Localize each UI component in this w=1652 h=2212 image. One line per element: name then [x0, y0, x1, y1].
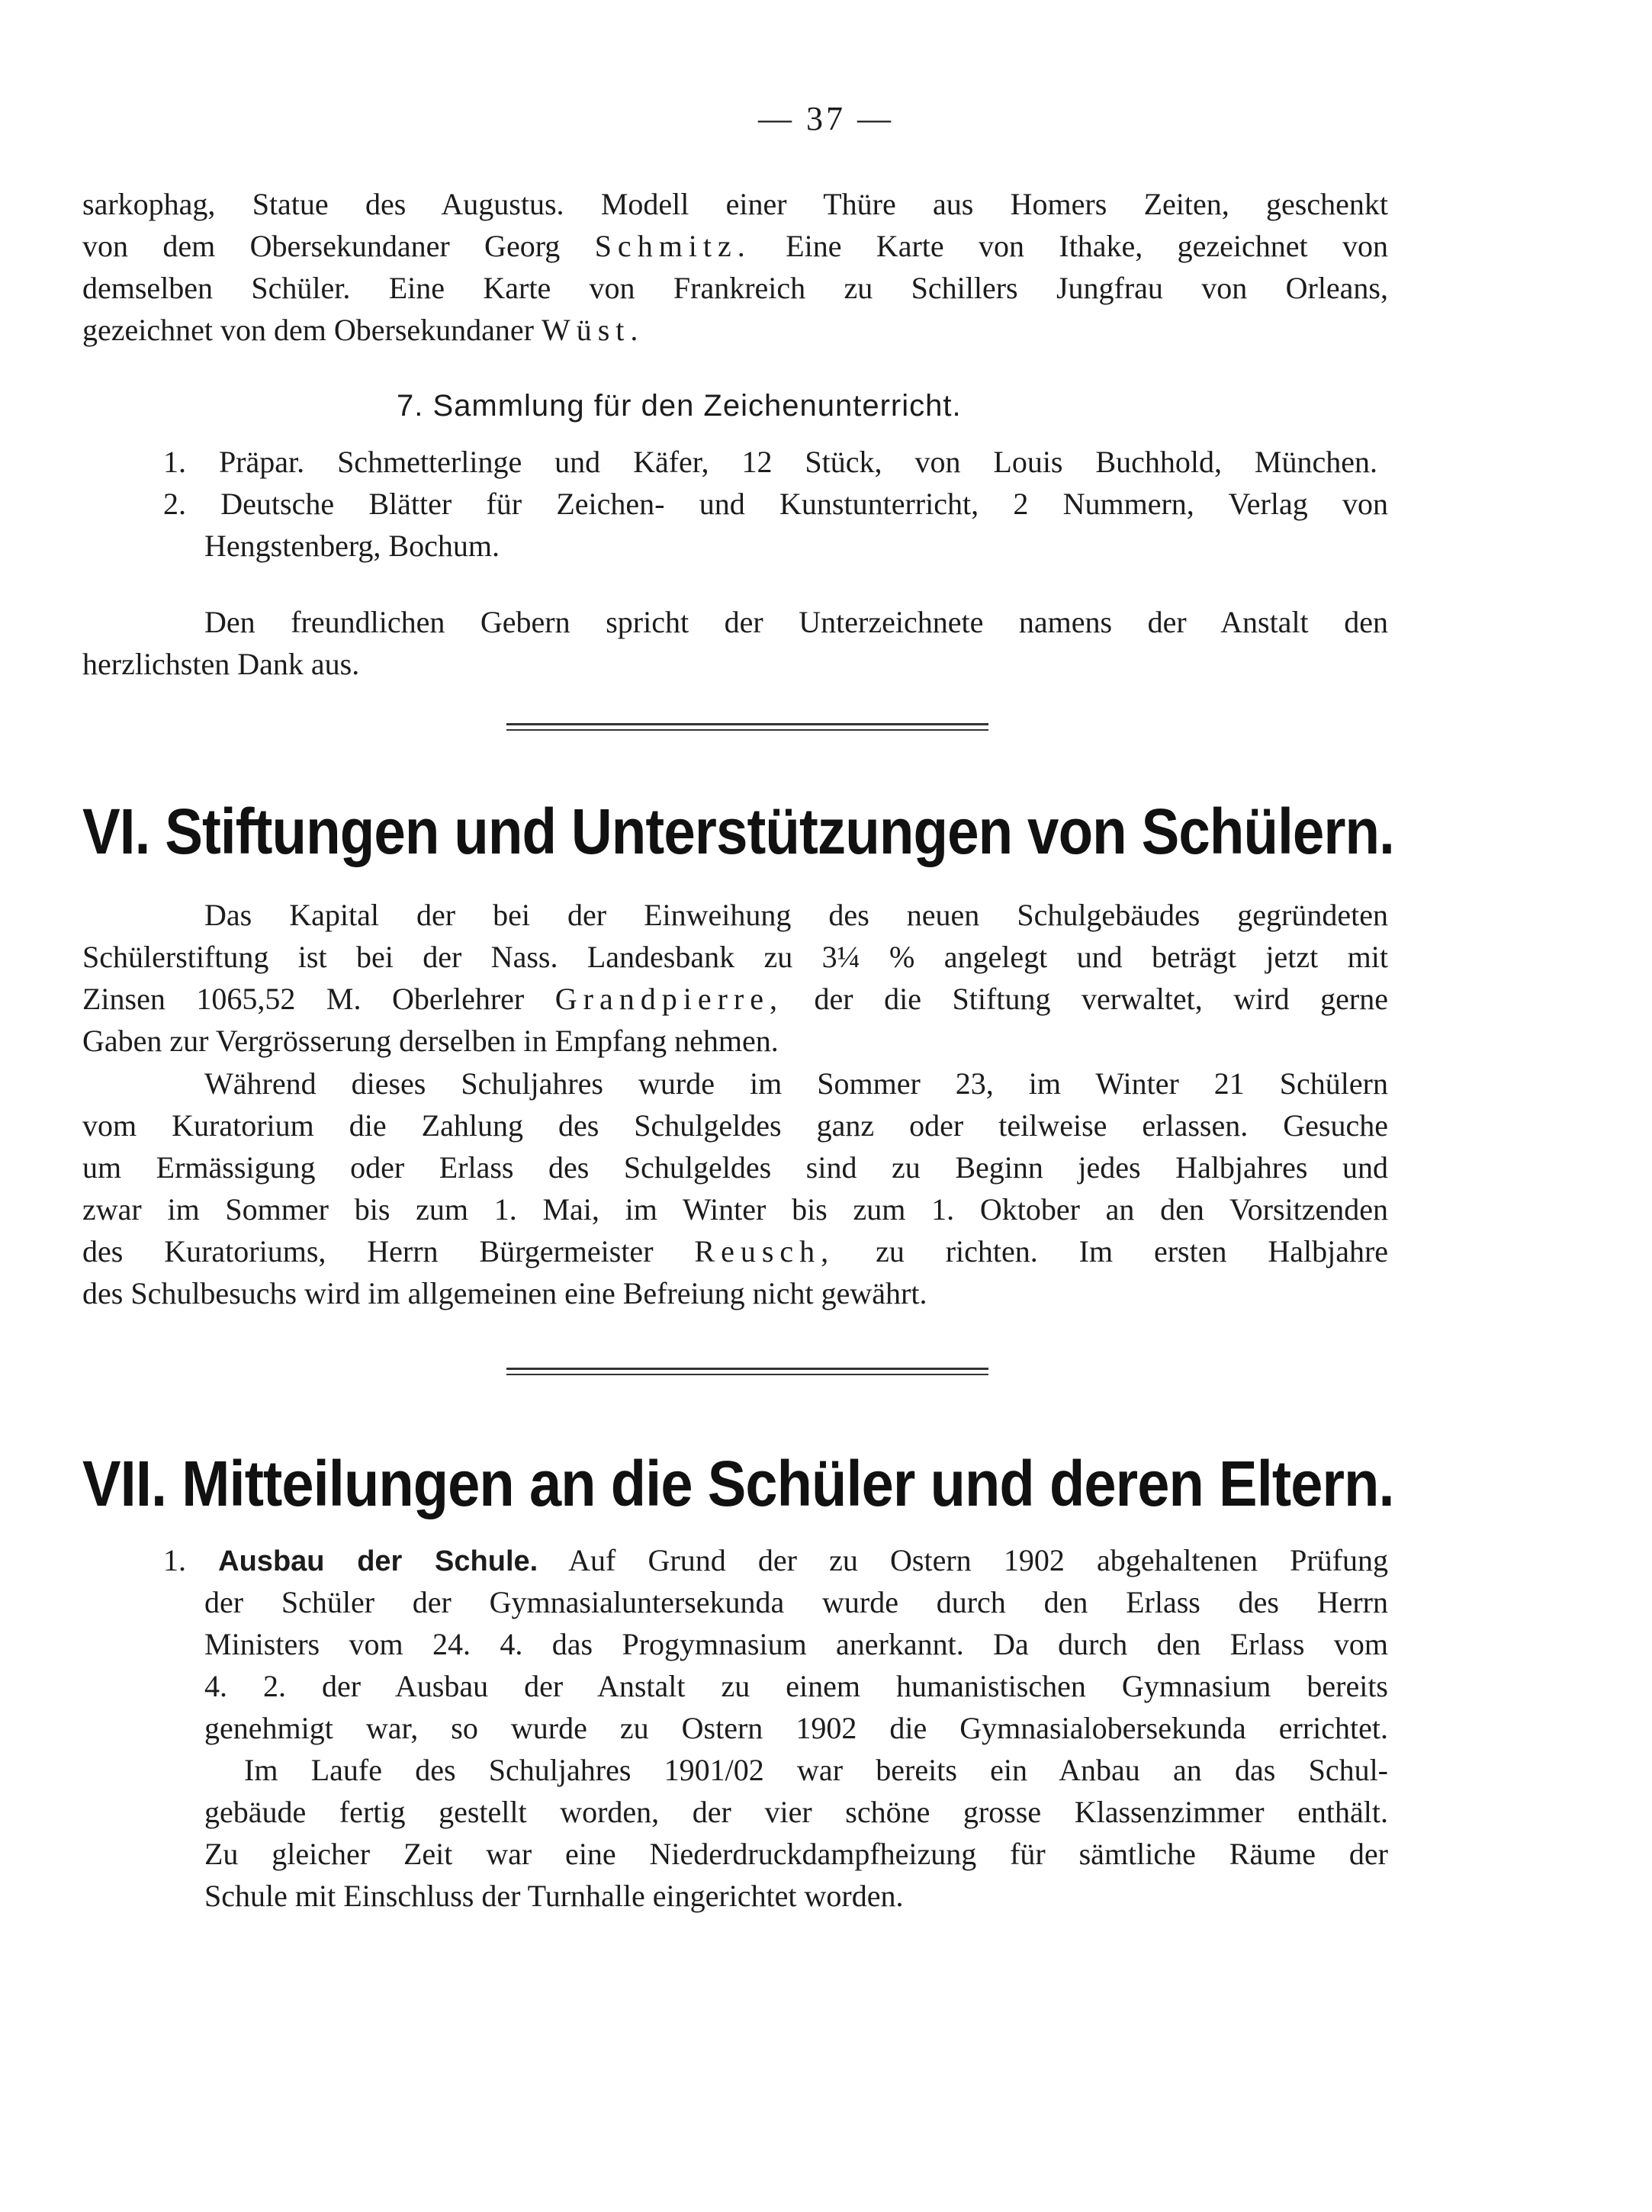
- paragraph-line: Gaben zur Vergrösserung derselben in Empfang nehmen.: [82, 1024, 779, 1058]
- person-name: Grandpierre,: [554, 982, 784, 1016]
- paragraph-line: 4. 2. der Ausbau der Anstalt zu einem humanistischen Gymnasium bereits: [204, 1669, 1388, 1703]
- intro-line-4: [82, 309, 644, 351]
- intro-line-3: demselben Schüler. Eine Karte von Frankreich zu Schillers Jungfrau von Orleans,: [82, 271, 1388, 305]
- list-item: 2. Deutsche Blätter für Zeichen- und Kunstunterricht, 2 Nummern, Verlag von: [163, 487, 1388, 521]
- person-name: Schmitz.: [594, 229, 751, 263]
- list-item-title: Ausbau der Schule.: [218, 1545, 538, 1577]
- paragraph-line: Das Kapital der bei der Einweihung des neuen Schulgebäudes gegründeten: [204, 898, 1388, 932]
- paragraph-line: Schülerstiftung ist bei der Nass. Landesbank zu 3¼ % angelegt und beträgt jetzt mit: [82, 940, 1388, 974]
- paragraph-line: des Schulbesuchs wird im allgemeinen eine Befreiung nicht gewährt.: [82, 1276, 927, 1310]
- paragraph-line: zwar im Sommer bis zum 1. Mai, im Winter bis zum 1. Oktober an den Vorsitzenden: [82, 1192, 1388, 1227]
- page-number: — 37 —: [758, 100, 894, 137]
- intro-line-2: [82, 225, 1388, 267]
- paragraph-line: der Schüler der Gymnasialuntersekunda wurde durch den Erlass des Herrn: [204, 1585, 1388, 1619]
- paragraph-line: genehmigt war, so wurde zu Ostern 1902 die Gymnasialobersekunda errichtet.: [204, 1711, 1388, 1745]
- list-number: 1.: [163, 1543, 186, 1577]
- paragraph-text: der die Stiftung verwaltet, wird gerne: [814, 982, 1389, 1016]
- paragraph-line: Während dieses Schuljahres wurde im Sommer 23, im Winter 21 Schülern: [204, 1066, 1388, 1101]
- paragraph-text: des Kuratoriums, Herrn Bürgermeister: [82, 1234, 654, 1268]
- intro-text: von dem Obersekundaner Georg: [82, 229, 561, 263]
- list-item-continuation: Hengstenberg, Bochum.: [204, 529, 500, 563]
- paragraph-line: [82, 1230, 1388, 1272]
- person-name: Reusch,: [694, 1234, 835, 1268]
- paragraph-line: um Ermässigung oder Erlass des Schulgeldes sind zu Beginn jedes Halbjahres und: [82, 1150, 1388, 1185]
- section-title: 7. Sammlung für den Zeichenunterricht.: [397, 389, 962, 423]
- list-item: 1. Präpar. Schmetterlinge und Käfer, 12 Stück, von Louis Buchhold, München.: [163, 445, 1377, 479]
- paragraph-line: Zu gleicher Zeit war eine Niederdruckdampfheizung für sämtliche Räume der: [204, 1837, 1388, 1871]
- paragraph-line: gebäude fertig gestellt worden, der vier schöne grosse Klassenzimmer enthält.: [204, 1795, 1388, 1829]
- paragraph-line: [82, 978, 1388, 1020]
- chapter-heading: VII. Mitteilungen an die Schüler und deren Eltern.: [82, 1448, 1394, 1519]
- divider: [506, 1368, 988, 1375]
- paragraph-text: Auf Grund der zu Ostern 1902 abgehaltenen Prüfung: [568, 1543, 1389, 1577]
- person-name: Wüst.: [541, 313, 644, 347]
- divider: [506, 723, 988, 731]
- list-item-first-line: [163, 1539, 1388, 1583]
- chapter-heading: VI. Stiftungen und Unterstützungen von Schülern.: [82, 796, 1394, 867]
- thanks-line-2: herzlichsten Dank aus.: [82, 647, 360, 681]
- intro-text: Eine Karte von Ithake, gezeichnet von: [786, 229, 1389, 263]
- paragraph-text: zu richten. Im ersten Halbjahre: [876, 1234, 1389, 1268]
- paragraph-text: Zinsen 1065,52 M. Oberlehrer: [82, 982, 525, 1016]
- thanks-line-1: Den freundlichen Gebern spricht der Unterzeichnete namens der Anstalt den: [204, 605, 1388, 639]
- intro-text: gezeichnet von dem Obersekundaner: [82, 313, 534, 347]
- paragraph-line: vom Kuratorium die Zahlung des Schulgeldes ganz oder teilweise erlassen. Gesuche: [82, 1108, 1388, 1143]
- intro-line-1: sarkophag, Statue des Augustus. Modell einer Thüre aus Homers Zeiten, geschenkt: [82, 187, 1388, 221]
- paragraph-line: Ministers vom 24. 4. das Progymnasium anerkannt. Da durch den Erlass vom: [204, 1627, 1388, 1661]
- paragraph-line: Schule mit Einschluss der Turnhalle eingerichtet worden.: [204, 1879, 904, 1913]
- paragraph-line: Im Laufe des Schuljahres 1901/02 war bereits ein Anbau an das Schul-: [244, 1753, 1388, 1787]
